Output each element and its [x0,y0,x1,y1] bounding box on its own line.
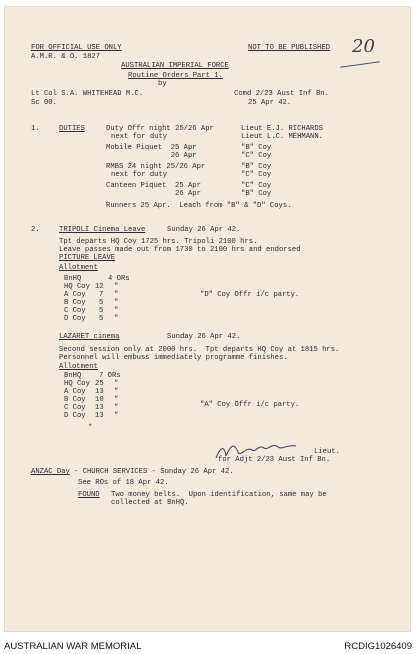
duty-line: Mobile Piquet 25 Apr [106,144,197,152]
archive-footer [0,638,416,654]
stray-mark: * [88,424,93,432]
duty-value: "C" Coy [241,182,272,190]
allotment-label: Allotment [59,363,98,371]
allot-count: 10 [95,396,104,404]
allot-unit: BnHQ [64,275,82,283]
ditto-mark: " [114,315,119,323]
allot-count: 7 ORs [99,372,121,380]
duty-value: "B" Coy [241,144,272,152]
duty-value: "C" Coy [241,171,272,179]
duty-line: Canteen Piquet 25 Apr [106,182,201,190]
runners-line: Runners 25 Apr. Leach from "B" & "D" Coys. [106,202,292,210]
allot-count: 5 [99,299,104,307]
section-2-date: Sunday 26 Apr 42. [167,226,241,234]
ditto-mark: " [114,380,119,388]
duty-line: 26 Apr [106,152,197,160]
allot-unit: HQ Coy [64,380,90,388]
party-officer-note: "A" Coy Offr i/c party. [200,401,300,409]
duty-value: Lieut E.J. RICHARDS [241,125,323,133]
allot-unit: HQ Coy [64,283,90,291]
party-officer-note: "D" Coy Offr i/c party. [200,291,300,299]
duty-value: Lieut L.C. MEHMANN. [241,133,323,141]
ditto-mark: " [114,388,119,396]
lazaret-line: Second session only at 2000 hrs. Tpt departs HQ Coy at 1815 hrs. [59,346,340,354]
orders-by: by [158,80,167,88]
allot-count: 12 [95,283,104,291]
section-2-line: Tpt departs HQ Coy 1725 hrs. Tripoli 2100 hrs. [59,238,258,246]
archive-name: AUSTRALIAN WAR MEMORIAL [4,641,142,652]
picture-leave-label: PICTURE LEAVE [59,254,116,262]
classification-left: FOR OFFICIAL USE ONLY [31,44,122,52]
section-1-title: DUTIES [59,125,85,133]
orders-date: 25 Apr 42. [248,99,292,107]
found-text: Two money belts. Upon identification, same may be [111,491,327,499]
signature-title: for Adjt 2/23 Aust Inf Bn. [218,456,331,464]
found-text: collected at BnHQ. [111,499,189,507]
duty-line: RMBS 24 night 25/26 Apr [106,163,206,171]
handwritten-page-number: 20 [352,36,375,57]
duty-value: "B" Coy [241,190,272,198]
duty-line: next for duty [111,133,168,141]
lazaret-line: Personnel will embuss immediately programme finishes. [59,354,288,362]
allot-count: 13 [95,404,104,412]
allotment-label: Allotment [59,264,98,272]
allot-count: 5 [99,315,104,323]
allot-unit: D Coy [64,315,86,323]
duty-line: 26 Apr [106,190,201,198]
lazaret-title: LAZARET cinema [59,333,120,341]
ditto-mark: " [114,299,119,307]
commander-name: Lt Col S.A. WHITEHEAD M.C. [31,90,144,98]
section-2-line: Leave passes made out from 1730 to 2100 hrs and endorsed [59,246,301,254]
force-title: AUSTRALIAN IMPERIAL FORCE [121,62,229,70]
allot-unit: A Coy [64,291,86,299]
ditto-mark: " [114,283,119,291]
duty-line: next for duty [111,171,168,179]
allot-count: 4 ORs [108,275,130,283]
archive-id: RCDIG1026409 [344,641,412,652]
allot-unit: C Coy [64,307,86,315]
allot-unit: BnHQ [64,372,82,380]
ditto-mark: " [114,307,119,315]
allot-count: 13 [95,412,104,420]
ditto-mark: " [114,291,119,299]
found-label: FOUND [78,491,100,499]
orders-title: Routine Orders Part 1. [128,72,223,80]
allot-count: 25 [95,380,104,388]
reference-code: A.M.R. & O. 1827 [31,53,101,61]
ditto-mark: " [114,396,119,404]
section-3-heading: - CHURCH SERVICES - Sunday 26 Apr 42. [74,468,234,476]
allot-count: 7 [99,291,104,299]
allot-unit: B Coy [64,299,86,307]
allot-count: 13 [95,388,104,396]
allot-count: 5 [99,307,104,315]
allot-unit: D Coy [64,412,86,420]
section-2-title: TRIPOLI Cinema Leave [59,226,146,234]
signature-rank: Lieut. [314,448,340,456]
ditto-mark: " [114,412,119,420]
ditto-mark: " [114,404,119,412]
allot-unit: C Coy [64,404,86,412]
serial-number: Sc 00. [31,99,57,107]
lazaret-date: Sunday 26 Apr 42. [167,333,241,341]
section-3-title: ANZAC Day [31,468,70,476]
section-1-number: 1. [31,125,40,133]
commander-unit: Comd 2/23 Aust Inf Bn. [234,90,329,98]
allot-unit: A Coy [64,388,86,396]
allot-unit: B Coy [64,396,86,404]
section-3-reference: See ROs of 18 Apr 42. [78,479,169,487]
duty-value: "B" Coy [241,163,272,171]
classification-right: NOT TO BE PUBLISHED [248,44,330,52]
duty-value: "C" Coy [241,152,272,160]
section-2-number: 2. [31,226,40,234]
duty-line: Duty Offr night 25/26 Apr [106,125,214,133]
